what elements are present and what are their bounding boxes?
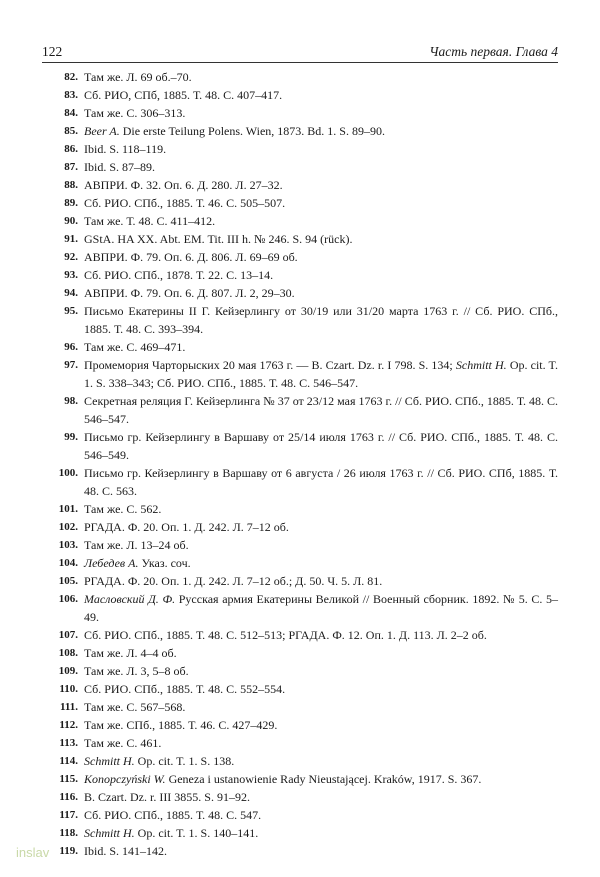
endnote-text [84,266,558,284]
endnote [42,356,558,392]
endnote-text [84,140,558,158]
endnote-body: Ibid. S. 87–89. [84,160,156,174]
endnote [42,212,558,230]
endnote-body: Сб. РИО. СПб., 1885. Т. 48. С. 512–513; РГАДА. Ф. 12. Оп. 1. Д. 113. Л. 2–2 об. [84,628,487,642]
endnote-number: 101. [58,503,78,515]
endnote [42,158,558,176]
endnote [42,266,558,284]
endnote [42,500,558,518]
endnote-text [84,392,558,428]
endnote-number: 105. [58,575,78,587]
page-number: 122 [42,44,63,59]
endnote-number: 115. [59,773,78,785]
watermark: inslav [16,845,50,860]
endnote [42,554,558,572]
endnote-author: Beer A. [84,124,120,138]
endnote-text [84,644,558,662]
endnote-body: Там же. С. 567–568. [84,700,186,714]
endnote-body: GStA. HA XX. Abt. EM. Tit. III h. № 246. S. 94 (rück). [84,232,353,246]
endnote-text [84,734,558,752]
endnote-number: 109. [58,665,78,677]
endnote-body: Письмо гр. Кейзерлингу в Варшаву от 6 августа / 26 июля 1763 г. // Сб. РИО. СПб, 1885. Т. 48. С. 563. [84,466,558,498]
endnote [42,428,558,464]
endnote-text [84,806,558,824]
endnote-body: Сб. РИО. СПб., 1885. Т. 48. С. 547. [84,808,262,822]
endnote-body: РГАДА. Ф. 20. Оп. 1. Д. 242. Л. 7–12 об.; Д. 50. Ч. 5. Л. 81. [84,574,383,588]
endnote-text [84,698,558,716]
endnote-text [84,680,558,698]
endnote [42,104,558,122]
endnote-text [84,590,558,626]
endnote-body: Там же. Л. 4–4 об. [84,646,177,660]
running-head: Часть первая. Глава 4 [429,44,558,59]
endnote-text [84,230,558,248]
endnote-body: Ibid. S. 141–142. [84,844,168,858]
endnote-body: Geneza i ustanowienie Rady Nieustającej. Kraków, 1917. S. 367. [165,772,482,786]
endnote-number: 103. [58,539,78,551]
endnote-text [84,716,558,734]
endnote-body: Там же. Л. 69 об.–70. [84,70,192,84]
endnote [42,698,558,716]
endnote-text [84,770,558,788]
endnote-number: 119. [59,845,78,857]
endnote-body: АВПРИ. Ф. 32. Оп. 6. Д. 280. Л. 27–32. [84,178,283,192]
endnote [42,770,558,788]
endnote-text [84,500,558,518]
endnote-body: Сб. РИО, СПб, 1885. Т. 48. С. 407–417. [84,88,283,102]
endnote-body: Там же. СПб., 1885. Т. 46. С. 427–429. [84,718,278,732]
endnote-text [84,176,558,194]
endnote [42,572,558,590]
endnote-number: 82. [64,71,78,83]
endnote-number: 97. [64,359,78,371]
endnote-number: 113. [59,737,78,749]
endnote [42,662,558,680]
header-rule [42,62,558,63]
endnote-text [84,68,558,86]
endnote-body: Сб. РИО. СПб., 1878. Т. 22. С. 13–14. [84,268,274,282]
endnote-number: 110. [59,683,78,695]
endnote-number: 104. [58,557,78,569]
endnote [42,464,558,500]
endnote-author: Konopczyński W. [84,772,166,786]
endnote [42,230,558,248]
endnote [42,194,558,212]
endnote-author: Лебедев А. [84,556,139,570]
endnote-number: 100. [58,467,78,479]
endnote [42,680,558,698]
endnote [42,644,558,662]
endnote [42,590,558,626]
endnote-text [84,302,558,338]
endnote-number: 98. [64,395,78,407]
endnote-number: 91. [64,233,78,245]
endnote-author: Schmitt H. [84,826,135,840]
endnote-body: Ibid. S. 118–119. [84,142,167,156]
endnote-number: 90. [64,215,78,227]
endnote-text [84,662,558,680]
endnote-text [84,338,558,356]
endnote-text [84,248,558,266]
endnote-number: 118. [59,827,78,839]
endnote [42,68,558,86]
endnote-body: Там же. Л. 3, 5–8 об. [84,664,189,678]
endnote-body: АВПРИ. Ф. 79. Оп. 6. Д. 806. Л. 69–69 об. [84,250,298,264]
endnote-body: Там же. Т. 48. С. 411–412. [84,214,216,228]
endnote-text [84,842,558,860]
endnote [42,752,558,770]
endnote-body: АВПРИ. Ф. 79. Оп. 6. Д. 807. Л. 2, 29–30. [84,286,295,300]
endnote [42,86,558,104]
endnote-body: Там же. С. 461. [84,736,162,750]
endnote-number: 94. [64,287,78,299]
endnote-text [84,212,558,230]
endnote-number: 102. [58,521,78,533]
endnote-body: Там же. Л. 13–24 об. [84,538,189,552]
endnote [42,338,558,356]
endnote [42,536,558,554]
endnote [42,734,558,752]
endnote-number: 87. [64,161,78,173]
endnote-text [84,284,558,302]
endnote-number: 85. [64,125,78,137]
endnote-text [84,194,558,212]
endnote-text [84,356,558,392]
endnote-text [84,86,558,104]
endnote [42,302,558,338]
endnote-text [84,572,558,590]
endnote-number: 116. [59,791,78,803]
endnote-body: B. Czart. Dz. r. III 3855. S. 91–92. [84,790,250,804]
endnote [42,176,558,194]
page-header [42,42,558,62]
endnote-body: Письмо гр. Кейзерлингу в Варшаву от 25/14 июля 1763 г. // Сб. РИО. СПб., 1885. Т. 48. С. 546–549. [84,430,558,462]
endnote [42,248,558,266]
endnote-number: 106. [58,593,78,605]
endnote-body: Там же. С. 306–313. [84,106,186,120]
endnote [42,518,558,536]
endnote-author: Schmitt H. [455,358,507,372]
endnote-number: 96. [64,341,78,353]
endnote-number: 107. [58,629,78,641]
endnote [42,626,558,644]
endnote-body: Секретная реляция Г. Кейзерлинга № 37 от 23/12 мая 1763 г. // Сб. РИО. СПб., 1885. Т. 48. С. 546–547. [84,394,558,426]
endnote-body: Промемория Чарторыских 20 мая 1763 г. — B. Czart. Dz. r. I 798. S. 134; [84,358,453,372]
endnote-number: 88. [64,179,78,191]
endnote [42,842,558,860]
endnote-text [84,104,558,122]
endnote-text [84,824,558,842]
endnote-body: Русская армия Екатерины Великой // Военный сборник. 1892. № 5. С. 5–49. [84,592,559,624]
endnote-text [84,554,558,572]
endnote-number: 84. [64,107,78,119]
endnote [42,392,558,428]
endnote-number: 112. [59,719,78,731]
endnote-number: 89. [64,197,78,209]
endnote-number: 114. [59,755,78,767]
endnote-number: 108. [58,647,78,659]
endnote [42,788,558,806]
endnote-body: РГАДА. Ф. 20. Оп. 1. Д. 242. Л. 7–12 об. [84,520,289,534]
endnote-body: Op. cit. T. 1. S. 140–141. [134,826,259,840]
endnote [42,716,558,734]
endnote-text [84,536,558,554]
endnote-number: 92. [64,251,78,263]
endnote-number: 93. [64,269,78,281]
endnote [42,806,558,824]
endnotes-list [42,68,558,860]
endnote [42,284,558,302]
endnote-body: Сб. РИО. СПб., 1885. Т. 48. С. 552–554. [84,682,286,696]
endnote-text [84,122,558,140]
endnote-body: Указ. соч. [138,556,191,570]
endnote-text [84,788,558,806]
endnote-text [84,518,558,536]
endnote-number: 99. [64,431,78,443]
endnote-text [84,464,558,500]
endnote [42,122,558,140]
endnote-body: Сб. РИО. СПб., 1885. Т. 46. С. 505–507. [84,196,286,210]
endnote [42,824,558,842]
endnote-body: Там же. С. 469–471. [84,340,186,354]
endnote-body: Письмо Екатерины II Г. Кейзерлингу от 30/19 или 31/20 марта 1763 г. // Сб. РИО. СПб., 1885. Т. 48. С. 393–394. [84,304,558,336]
endnote-number: 86. [64,143,78,155]
endnote-text [84,752,558,770]
endnote-text [84,158,558,176]
endnote [42,140,558,158]
endnote-body: Там же. С. 562. [84,502,162,516]
endnote-author: Масловский Д. Ф. [84,592,176,606]
endnote-number: 111. [59,701,78,713]
endnote-number: 83. [64,89,78,101]
endnote-body: Op. cit. T. 1. S. 138. [134,754,235,768]
endnote-body: Die erste Teilung Polens. Wien, 1873. Bd. 1. S. 89–90. [119,124,385,138]
endnote-author: Schmitt H. [84,754,135,768]
endnote-number: 95. [64,305,78,317]
endnote-text [84,428,558,464]
endnote-number: 117. [59,809,78,821]
endnote-body: Op. cit. T. 1. S. 338–343; Сб. РИО. СПб., 1885. Т. 48. С. 546–547. [84,358,558,390]
endnote-text [84,626,558,644]
